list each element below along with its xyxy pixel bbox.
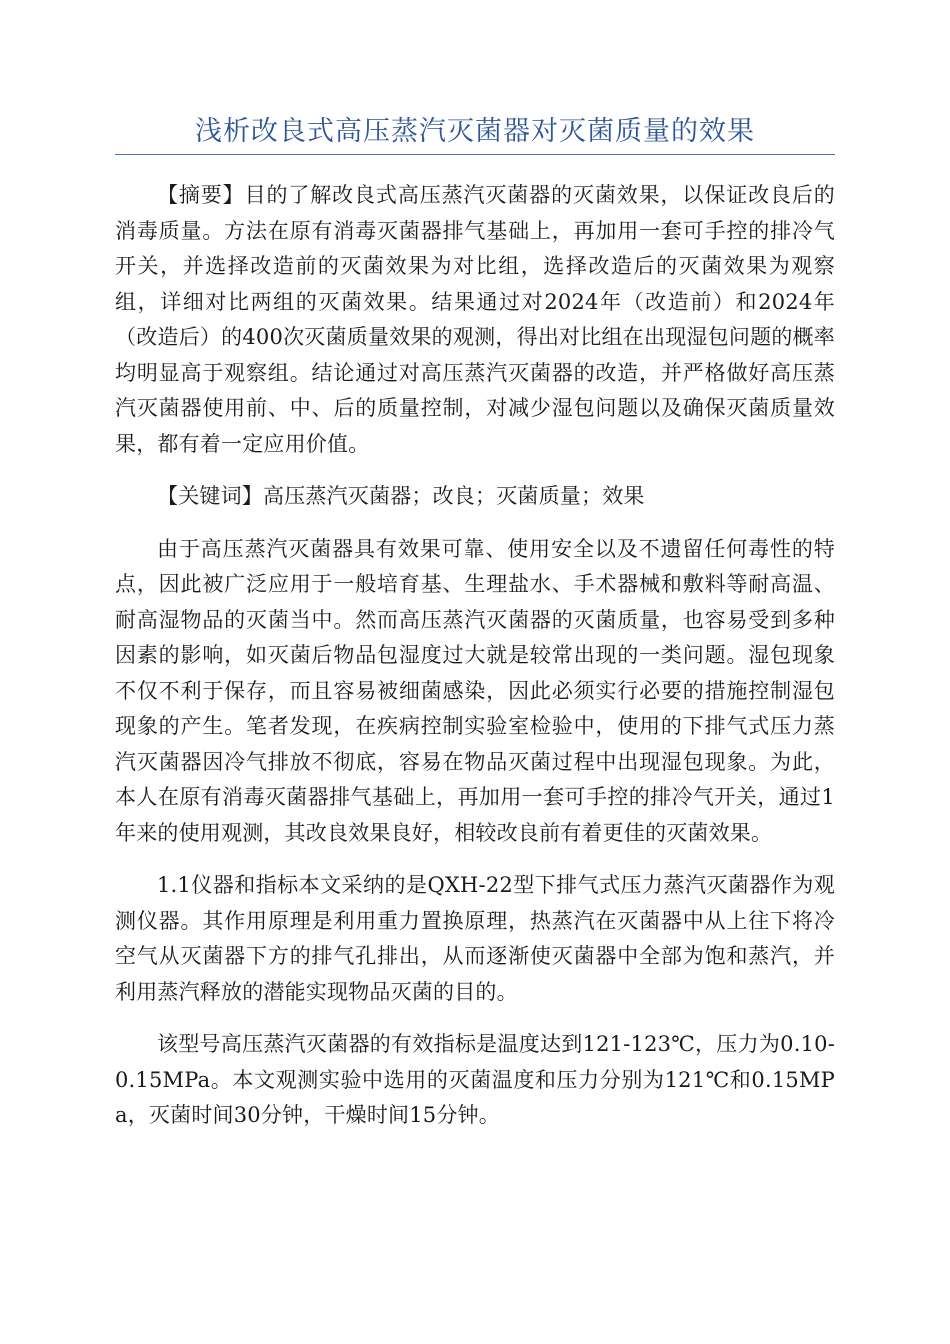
title-divider	[115, 154, 835, 155]
instrument-paragraph: 1.1仪器和指标本文采纳的是QXH-22型下排气式压力蒸汽灭菌器作为观测仪器。其作用原理是利用重力置换原理，热蒸汽在灭菌器中从上往下将冷空气从灭菌器下方的排气孔排出，从而逐渐使灭菌器中全部为饱和蒸汽，并利用蒸汽释放的潜能实现物品灭菌的目的。	[115, 873, 835, 1004]
intro-paragraph: 由于高压蒸汽灭菌器具有效果可靠、使用安全以及不遗留任何毒性的特点，因此被广泛应用于一般培育基、生理盐水、手术器械和敷料等耐高温、耐高湿物品的灭菌当中。然而高压蒸汽灭菌器的灭菌质量，也容易受到多种因素的影响，如灭菌后物品包湿度过大就是较常出现的一类问题。湿包现象不仅不利于保存，而且容易被细菌感染，因此必须实行必要的措施控制湿包现象的产生。笔者发现，在疾病控制实验室检验中，使用的下排气式压力蒸汽灭菌器因冷气排放不彻底，容易在物品灭菌过程中出现湿包现象。为此，本人在原有消毒灭菌器排气基础上，再加用一套可手控的排冷气开关，通过1年来的使用观测，其改良效果良好，相较改良前有着更佳的灭菌效果。	[115, 536, 835, 845]
document-body	[115, 178, 835, 1151]
abstract-paragraph: 【摘要】目的了解改良式高压蒸汽灭菌器的灭菌效果，以保证改良后的消毒质量。方法在原有消毒灭菌器排气基础上，再加用一套可手控的排冷气开关，并选择改造前的灭菌效果为对比组，选择改造后的灭菌效果为观察组，详细对比两组的灭菌效果。结果通过对2024年（改造前）和2024年（改造后）的400次灭菌质量效果的观测，得出对比组在出现湿包问题的概率均明显高于观察组。结论通过对高压蒸汽灭菌器的改造，并严格做好高压蒸汽灭菌器使用前、中、后的质量控制，对减少湿包问题以及确保灭菌质量效果，都有着一定应用价值。	[115, 183, 835, 456]
keywords-paragraph: 【关键词】高压蒸汽灭菌器；改良；灭菌质量；效果	[157, 484, 645, 508]
parameters-paragraph: 该型号高压蒸汽灭菌器的有效指标是温度达到121-123℃，压力为0.10-0.15MPa。本文观测实验中选用的灭菌温度和压力分别为121℃和0.15MPa，灭菌时间30分钟，干燥时间15分钟。	[115, 1032, 835, 1127]
document-title: 浅析改良式高压蒸汽灭菌器对灭菌质量的效果	[195, 116, 755, 147]
